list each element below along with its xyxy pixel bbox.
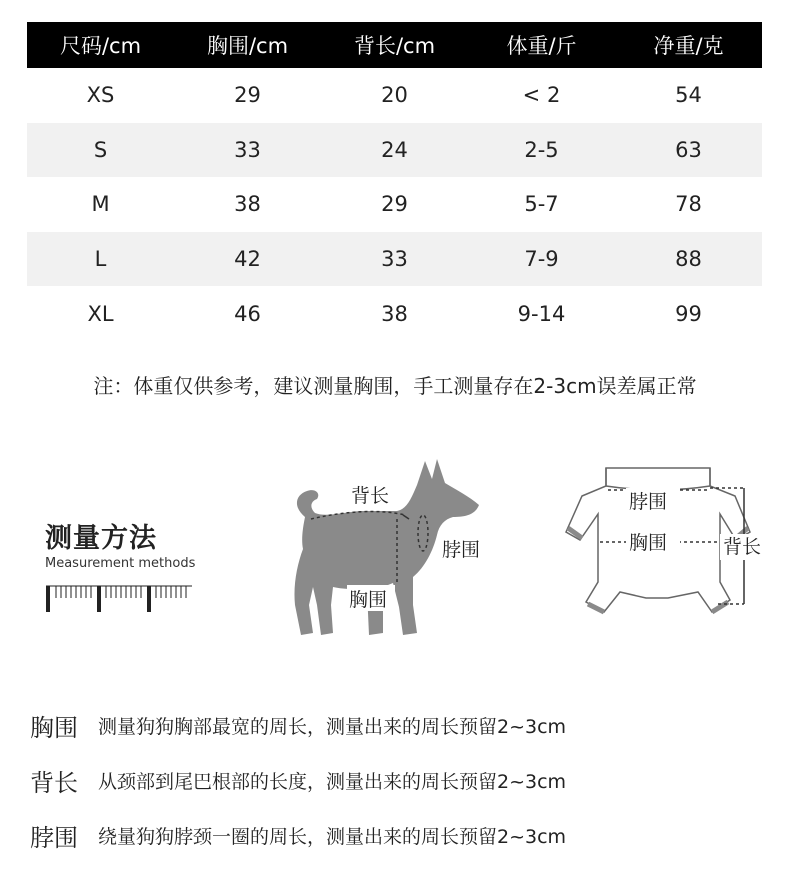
cell-size: S [27,123,174,178]
method-subtitle: Measurement methods [45,556,196,571]
ruler-icon [44,582,194,614]
desc-text-chest: 测量狗狗胸部最宽的周长，测量出来的周长预留2~3cm [98,716,567,738]
suit-label-chest: 胸围 [629,532,668,554]
list-item [30,698,770,753]
cell-net-weight: 54 [675,83,702,108]
table-row [27,286,762,341]
list-item [30,753,770,808]
cell-back-length: 24 [321,123,468,178]
suit-label-neck: 脖围 [629,491,668,513]
list-item [30,808,770,863]
cell-back-length: 29 [381,192,408,217]
cell-net-weight: 78 [675,192,702,217]
cell-size: XS [86,83,115,108]
weight-note: 注：体重仅供参考，建议测量胸围，手工测量存在2-3cm误差属正常 [93,374,697,398]
cell-weight: 9-14 [517,301,566,326]
desc-text-neck: 绕量狗狗脖颈一圈的周长，测量出来的周长预留2~3cm [98,826,567,848]
method-title: 测量方法 [45,523,157,554]
desc-term-back: 背长 [30,769,78,797]
table-row [27,68,762,123]
cell-size: L [27,232,174,287]
measurement-descriptions [30,698,770,863]
size-chart-table [27,22,762,341]
cell-chest: 46 [234,301,261,326]
table-row [27,177,762,232]
cell-weight: 5-7 [524,192,559,217]
cell-back-length: 20 [381,83,408,108]
desc-text-back: 从颈部到尾巴根部的长度，测量出来的周长预留2~3cm [98,771,567,793]
cell-net-weight: 88 [615,232,762,287]
dog-diagram [285,455,500,645]
cell-chest: 42 [174,232,321,287]
cell-chest: 29 [234,83,261,108]
dog-label-neck: 脖围 [442,539,481,561]
dog-label-back: 背长 [351,485,390,507]
cell-chest: 33 [174,123,321,178]
header-weight: 体重/斤 [468,22,615,68]
cell-net-weight: 99 [675,301,702,326]
header-back-length: 背长/cm [321,22,468,68]
cell-weight: 2-5 [468,123,615,178]
table-row [27,123,762,178]
suit-diagram [560,462,775,642]
header-chest: 胸围/cm [174,22,321,68]
header-net-weight: 净重/克 [615,22,762,68]
cell-back-length: 33 [321,232,468,287]
suit-label-back: 背长 [723,536,762,558]
cell-chest: 38 [234,192,261,217]
cell-net-weight: 63 [615,123,762,178]
table-header-row [27,22,762,68]
cell-size: M [91,192,110,217]
table-row [27,232,762,287]
desc-term-neck: 脖围 [30,824,78,852]
desc-term-chest: 胸围 [30,714,78,742]
header-size: 尺码/cm [27,22,174,68]
cell-weight: < 2 [522,83,561,108]
dog-label-chest: 胸围 [349,589,388,611]
cell-back-length: 38 [381,301,408,326]
cell-size: XL [87,301,114,326]
cell-weight: 7-9 [468,232,615,287]
